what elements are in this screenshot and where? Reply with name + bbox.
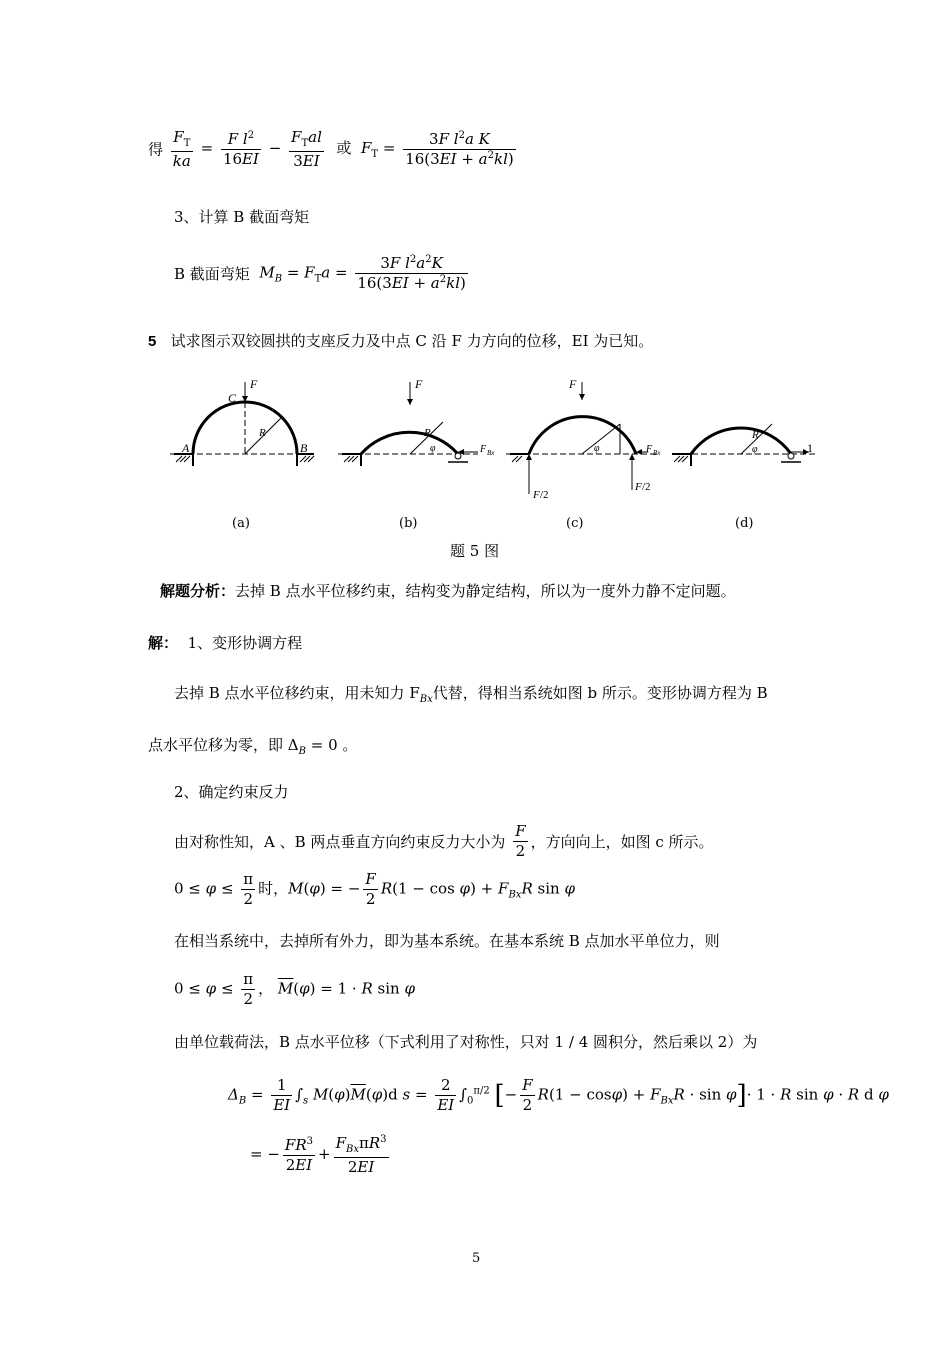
svg-text:φ: φ bbox=[430, 443, 436, 454]
solution-paragraph-1: 去掉 B 点水平位移约束，用未知力 $F_{Bx}$代替，得相当系统如图 b 所示。变形协调方程为 B bbox=[174, 684, 768, 705]
p3-text-b: ，方向向上，如图 c 所示。 bbox=[530, 832, 714, 851]
page-number: 5 bbox=[472, 1251, 481, 1266]
svg-text:/2: /2 bbox=[540, 489, 549, 501]
solution-label: 解： bbox=[148, 634, 179, 652]
frac-ft-result: $\frac{3F l^2a K}{16(3EI + a^2kl)}$ bbox=[405, 129, 514, 168]
p2-text-b: = 0 。 bbox=[305, 736, 358, 754]
svg-text:F: F bbox=[635, 481, 642, 493]
svg-text:Bx: Bx bbox=[653, 449, 661, 457]
unit-moment-equation: 0 ≤ φ ≤ $\frac{\pi}{2}$ ， $\overline{M}(\varphi) = 1 \cdot R$ sin φ bbox=[174, 970, 415, 1008]
arch-diagram-a bbox=[170, 377, 314, 466]
step3-heading: 3、计算 B 截面弯矩 bbox=[174, 208, 310, 226]
displacement-equation-2: = − $\frac{FR^3}{2EI}$ + $\frac{F_{Bx}\pi R^3}{2EI}$ bbox=[250, 1134, 387, 1176]
arch-figure bbox=[160, 372, 830, 504]
symmetry-paragraph bbox=[174, 822, 714, 861]
arch-diagram-b bbox=[338, 377, 495, 466]
svg-text:/2: /2 bbox=[642, 481, 651, 493]
problem-statement bbox=[148, 330, 653, 351]
frac-ftal-3ei: $\frac{F_Tal}{3EI}$ bbox=[291, 128, 322, 170]
svg-text:B: B bbox=[300, 441, 308, 455]
p2-text: 点水平位移为零，即 Δ bbox=[148, 736, 299, 754]
p1-text-a: 去掉 B 点水平位移约束，用未知力 F bbox=[174, 684, 420, 702]
equation-ft-derivation: 得 $\frac{F_T}{ka}$ = $\frac{F l^2}{16EI}$ − $\frac{F_Tal}{3EI}$ 或 $F_T$ = $\frac{3F l^2a K}{16(3EI + a^2kl)}$ bbox=[148, 128, 514, 170]
moment-equation: 0 ≤ φ ≤ $\frac{\pi}{2}$ 时，M(φ) = − $\frac{F}{2}$ $R(1 - \cos \varphi) + F_{Bx}R$ sin φ bbox=[174, 870, 575, 908]
solution-paragraph-4: 在相当系统中，去掉所有外力，即为基本系统。在基本系统 B 点加水平单位力，则 bbox=[174, 932, 720, 950]
svg-text:F: F bbox=[533, 489, 540, 501]
svg-text:Bx: Bx bbox=[487, 449, 495, 457]
svg-text:F: F bbox=[646, 444, 653, 455]
figure-label-d: (d) bbox=[735, 516, 754, 531]
figure-label-b: (b) bbox=[399, 516, 418, 531]
step1-heading: 1、变形协调方程 bbox=[187, 634, 303, 652]
mb-label: B 截面弯矩 bbox=[174, 264, 250, 283]
frac-f-over-2: $\frac{F}{2}$ bbox=[515, 822, 526, 860]
arch-diagram-d bbox=[672, 424, 816, 466]
solution-header bbox=[148, 632, 302, 653]
displacement-equation-1: $\Delta_B$ = $\frac{1}{EI}$ $\int_s$ $M(\varphi)\overline{M}(\varphi)d$ s = $\frac{2}{EI}$ $\int_0^{\pi/2}$ [− $\frac{F}{2}$ $R(1 - \cos\varphi) + F_{Bx}R \cdot \sin \varphi]\cdot 1 \cdot R$ sin φ · R d φ bbox=[228, 1076, 889, 1114]
eq-lead-text: 得 bbox=[148, 140, 164, 159]
frac-mb-result: $\frac{3F l^2a^2K}{16(3EI + a^2kl)}$ bbox=[357, 254, 466, 292]
solution-paragraph-2: 点水平位移为零，即 $\Delta_B = 0$ 。 bbox=[148, 736, 358, 757]
analysis-label: 解题分析： bbox=[160, 582, 236, 600]
svg-text:φ: φ bbox=[752, 444, 758, 455]
frac-fl2-16ei: $\frac{F l^2}{16EI}$ bbox=[222, 129, 259, 168]
eq-or-text: 或 bbox=[336, 139, 352, 158]
svg-text:F: F bbox=[415, 377, 423, 391]
svg-text:C: C bbox=[228, 391, 237, 405]
step2-heading: 2、确定约束反力 bbox=[174, 783, 289, 801]
svg-text:φ: φ bbox=[594, 443, 600, 454]
svg-text:A: A bbox=[182, 441, 190, 455]
svg-text:F: F bbox=[250, 377, 258, 391]
figure-label-a: (a) bbox=[232, 516, 250, 531]
svg-text:R: R bbox=[424, 427, 431, 439]
figure-caption: 题 5 图 bbox=[450, 542, 500, 560]
svg-text:R: R bbox=[752, 429, 759, 441]
solution-paragraph-5: 由单位载荷法，B 点水平位移（下式利用了对称性，只对 1 / 4 圆积分，然后乘以 2）为 bbox=[174, 1033, 758, 1051]
svg-text:R: R bbox=[259, 427, 266, 439]
equation-mb: B 截面弯矩 $M_B = F_Ta$ = $\frac{3F l^2a^2K}{16(3EI + a^2kl)}$ bbox=[174, 254, 466, 292]
problem-text: 试求图示双铰圆拱的支座反力及中点 C 沿 F 力方向的位移，EI 为已知。 bbox=[170, 332, 654, 350]
svg-text:F: F bbox=[569, 377, 577, 391]
svg-text:F: F bbox=[480, 444, 487, 455]
analysis-text: 去掉 B 点水平位移约束，结构变为静定结构，所以为一度外力静不定问题。 bbox=[235, 582, 736, 600]
svg-text:1: 1 bbox=[807, 441, 813, 455]
frac-ft-ka: $\frac{F_T}{ka}$ bbox=[172, 128, 191, 170]
problem-number: 5 bbox=[148, 333, 157, 350]
p3-text-a: 由对称性知，A 、B 两点垂直方向约束反力大小为 bbox=[174, 832, 506, 851]
arch-diagram-c bbox=[506, 377, 661, 501]
p1-text-b: 代替，得相当系统如图 b 所示。变形协调方程为 B bbox=[432, 684, 768, 702]
figure-label-c: (c) bbox=[566, 516, 584, 531]
analysis-paragraph bbox=[160, 580, 736, 601]
